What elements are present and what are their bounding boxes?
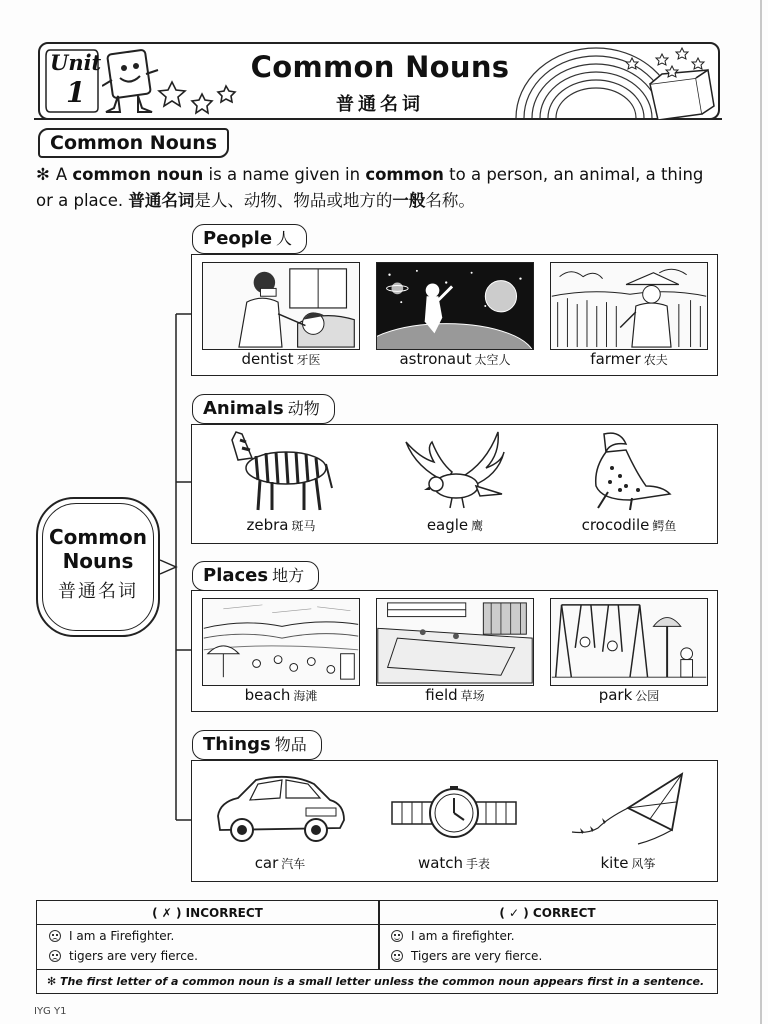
item-zebra: [202, 428, 360, 538]
item-caption: farmer 农夫: [590, 350, 668, 368]
star-icon: [159, 82, 235, 113]
item-caption: car 汽车: [254, 854, 306, 872]
item-astronaut: [376, 262, 534, 370]
section-tag: Common Nouns: [38, 128, 229, 158]
category-label-things: Things 物品: [192, 730, 322, 760]
category-label-people: People 人: [192, 224, 307, 254]
incorrect-header: ( ✗ ) INCORRECT: [37, 901, 378, 925]
item-caption: zebra 斑马: [246, 516, 316, 534]
central-topic-chinese: 普通名词: [58, 581, 138, 602]
item-beach: [202, 598, 360, 706]
page-title-chinese: 普通名词: [336, 94, 424, 115]
star-bullet: ✻: [36, 165, 50, 184]
dentist-picture: [202, 262, 360, 350]
item-caption: dentist 牙医: [241, 350, 321, 368]
correct-example: I am a firefighter.: [391, 927, 515, 945]
item-eagle: [376, 428, 534, 538]
item-caption: watch 手表: [417, 854, 491, 872]
item-caption: crocodile 鳄鱼: [581, 516, 677, 534]
item-dentist: [202, 262, 360, 370]
item-caption: park 公园: [598, 686, 660, 704]
correct-header: ( ✓ ) CORRECT: [379, 901, 716, 925]
item-watch: [384, 768, 524, 876]
rainbow-icon: [512, 44, 718, 120]
central-topic-node: [36, 497, 160, 637]
item-farmer: [550, 262, 708, 370]
table-divider: [378, 901, 380, 969]
happy-face-icon: [391, 930, 403, 942]
farmer-picture: [550, 262, 708, 350]
happy-face-icon: [391, 950, 403, 962]
item-park: [550, 598, 708, 706]
unit-label: Unit: [50, 50, 102, 75]
item-car: [210, 768, 350, 876]
park-picture: [550, 598, 708, 686]
item-kite: [558, 768, 698, 876]
sad-face-icon: [49, 950, 61, 962]
category-label-animals: Animals 动物: [192, 394, 335, 424]
astronaut-picture: [376, 262, 534, 350]
zebra-picture: [202, 428, 360, 514]
sad-face-icon: [49, 930, 61, 942]
unit-number: 1: [66, 76, 86, 109]
central-topic-title: Common Nouns: [48, 525, 148, 573]
watch-picture: [384, 768, 524, 852]
incorrect-example: I am a Firefighter.: [49, 927, 174, 945]
item-caption: astronaut 太空人: [399, 350, 511, 368]
item-caption: beach 海滩: [244, 686, 318, 704]
incorrect-example: tigers are very fierce.: [49, 947, 198, 965]
beach-picture: [202, 598, 360, 686]
capitalization-table: [36, 900, 718, 994]
item-caption: kite 风筝: [600, 854, 656, 872]
correct-example: Tigers are very fierce.: [391, 947, 542, 965]
capitalization-note: ✻ The first letter of a common noun is a small letter unless the common noun appears first in a sentence.: [37, 969, 717, 994]
item-field: [376, 598, 534, 706]
item-crocodile: [550, 428, 708, 538]
eagle-picture: [376, 428, 534, 514]
page-title: Common Nouns: [250, 50, 510, 84]
footer-code: IYG Y1: [34, 1006, 67, 1017]
field-picture: [376, 598, 534, 686]
item-caption: field 草场: [425, 686, 485, 704]
car-picture: [210, 768, 350, 852]
gift-box-icon: [650, 70, 714, 120]
item-caption: eagle 鹰: [426, 516, 484, 534]
definition-text: ✻ A common noun is a name given in common to a person, an animal, a thing or a place. 普通名词是人、动物、物品或地方的一般名称。: [36, 165, 704, 210]
kite-picture: [558, 768, 698, 852]
category-label-places: Places 地方: [192, 561, 319, 591]
crocodile-picture: [550, 428, 708, 514]
